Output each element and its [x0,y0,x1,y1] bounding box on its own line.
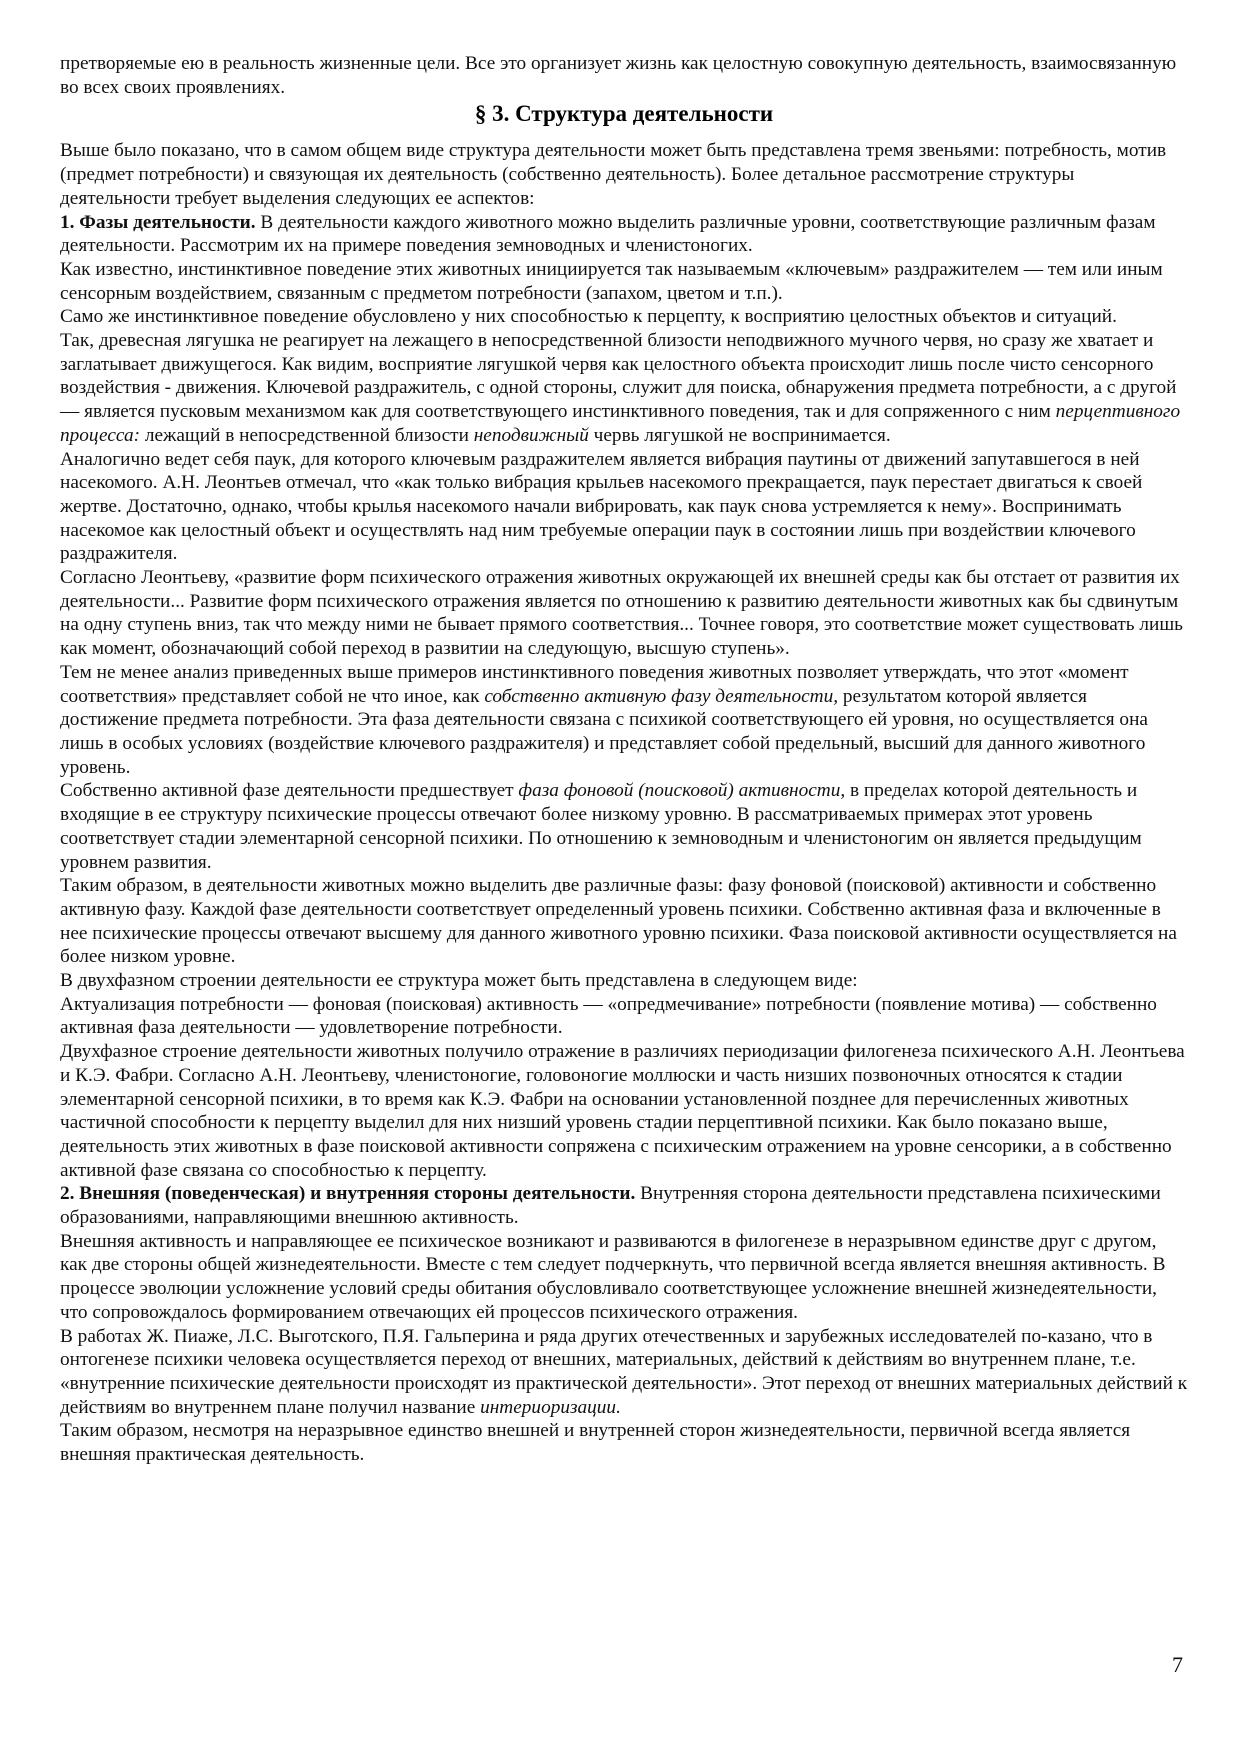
paragraph-4: Само же инстинктивное поведение обусловлено у них способностью к перцепту, к восприятию целостных объектов и ситуаций. [60,306,1117,328]
paragraph-16: В работах Ж. Пиаже, Л.С. Выготского, П.Я. Гальперина и ряда других отечественных и зарубежных исследователей по-казано, что в онтогенезе психики человека осуществляется переход от внешних, материальных, действий к действиям во внутреннем плане, т.е. «внутренние психические деятельности происходят из практической деятельности». Этот переход от внешних материальных действий к действиям во внутреннем плане получил название интериоризации. [60,1325,1188,1418]
page-number: 7 [1172,1652,1183,1677]
paragraph-1: Выше было показано, что в самом общем виде структура деятельности может быть представлена тремя звеньями: потребность, мотив (предмет потребности) и связующая их деятельность (собственно деятельность). Более детальное рассмотрение структуры деятельности требует выделения следующих ее аспектов: [60,140,1167,209]
paragraph-5: Так, древесная лягушка не реагирует на лежащего в непосредственной близости неподвижного мучного червя, но сразу же хватает и заглатывает движущегося. Как видим, восприятие лягушкой червя как целостного объекта происходит лишь после чисто сенсорного воздействия - движения. Ключевой раздражитель, с одной стороны, служит для поиска, обнаружения предмета потребности, а с другой — является пусковым механизмом как для соответствующего инстинктивного поведения, так и для сопряженного с ним перцептивного процесса: лежащий в непосредственной близости неподвижный червь лягушкой не воспринимается. [60,330,1181,446]
paragraph-8: Тем не менее анализ приведенных выше примеров инстинктивного поведения животных позволяет утверждать, что этот «момент соответствия» представляет собой не что иное, как собственно активную фазу деятельности, результатом которой является достижение предмета потребности. Эта фаза деятельности связана с психикой соответствующего ей уровня, но осуществляется она лишь в особых условиях (воздействие ключевого раздражителя) и представляет собой предельный, высший для данного животного уровень. [60,661,1148,778]
paragraph-14: 2. Внешняя (поведенческая) и внутренняя стороны деятельности. Внутренняя сторона деятельности представлена психическими образованиями, направляющими внешнюю активность. [60,1183,1161,1229]
emphasis: собственно активную фазу деятельности, [484,685,839,707]
paragraph-11: В двухфазном строении деятельности ее структура может быть представлена в следующем виде: [60,970,858,992]
paragraph-12: Актуализация потребности — фоновая (поисковая) активность — «опредмечивание» потребности (появление мотива) — собственно активная фаза деятельности — удовлетворение потребности. [60,993,1157,1039]
subsection-title-2: 2. Внешняя (поведенческая) и внутренняя стороны деятельности. [60,1183,636,1205]
section-heading: § 3. Структура деятельности [474,101,774,127]
paragraph-15: Внешняя активность и направляющее ее психическое возникают и развиваются в филогенезе в неразрывном единстве друг с другом, как две стороны общей жизнедеятельности. Вместе с тем следует подчеркнуть, что первичной всегда является внешняя активность. В процессе эволюции усложнение условий среды обитания обусловливало соответствующее усложнение внешней жизнедеятельности, что сопровождалось формированием отвечающих ей процессов психического отражения. [60,1230,1166,1323]
paragraph-9: Собственно активной фазе деятельности предшествует фаза фоновой (поисковой) активности, в пределах которой деятельность и входящие в ее структуру психические процессы отвечают более низкому уровню. В рассматриваемых примерах этот уровень соответствует стадии элементарной сенсорной психики. По отношению к земноводным и членистоногим он является предыдущим уровнем развития. [60,780,1142,873]
paragraph-13: Двухфазное строение деятельности животных получило отражение в различиях периодизации филогенеза психического А.Н. Леонтьева и К.Э. Фабри. Согласно А.Н. Леонтьеву, членистоногие, головоногие моллюски и часть низших позвоночных относятся к стадии элементарной сенсорной психики, в то время как К.Э. Фабри на основании установленной позднее для перечисленных животных частичной способности к перцепту выделил для них низший уровень стадии перцептивной психики. Как было показано выше, деятельность этих животных в фазе поисковой активности сопряжена с психическим отражением на уровне сенсорики, а в собственно активной фазе связана со способностью к перцепту. [60,1041,1185,1181]
document-page [60,52,1188,1467]
paragraph-3: Как известно, инстинктивное поведение этих животных инициируется так называемым «ключевым» раздражителем — тем или иным сенсорным воздействием, связанным с предметом потребности (запахом, цветом и т.п.). [60,258,1163,304]
subsection-title-1: 1. Фазы деятельности. [60,211,256,233]
emphasis: неподвижный [473,424,589,446]
paragraph-2: 1. Фазы деятельности. В деятельности каждого животного можно выделить различные уровни, соответствующие различным фазам деятельности. Рассмотрим их на примере поведения земноводных и членистоногих. [60,211,1156,257]
paragraph-6: Аналогично ведет себя паук, для которого ключевым раздражителем является вибрация паутины от движений запутавшегося в ней насекомого. А.Н. Леонтьев отмечал, что «как только вибрация крыльев насекомого прекращается, паук перестает двигаться к своей жертве. Достаточно, однако, чтобы крылья насекомого начали вибрировать, как паук снова устремляется к нему». Воспринимать насекомое как целостный объект и осуществлять над ним требуемые операции паук в состоянии лишь при воздействии ключевого раздражителя. [60,448,1143,565]
intro-paragraph: претворяемые ею в реальность жизненные цели. Все это организует жизнь как целостную совокупную деятельность, взаимосвязанную во всех своих проявлениях. [60,53,1177,98]
emphasis: перцептивного процесса: [60,401,1181,446]
paragraph-7: Согласно Леонтьеву, «развитие форм психического отражения животных окружающей их внешней среды как бы отстает от развития их деятельности... Развитие форм психического отражения является по отношению к развитию деятельности животных как бы сдвинутым на одну ступень вниз, так что между ними не бывает прямого соответствия... Точнее говоря, это соответствие может существовать лишь как момент, обозначающий собой переход в развитии на следующую, высшую ступень». [60,567,1183,660]
paragraph-17: Таким образом, несмотря на неразрывное единство внешней и внутренней сторон жизнедеятельности, первичной всегда является внешняя практическая деятельность. [60,1420,1131,1466]
emphasis: интериоризации. [480,1396,621,1418]
emphasis: фаза фоновой (поисковой) активности, [518,780,846,802]
paragraph-10: Таким образом, в деятельности животных можно выделить две различные фазы: фазу фоновой (поисковой) активности и собственно активную фазу. Каждой фазе деятельности соответствует определенный уровень психики. Собственно активная фаза и включенные в нее психические процессы отвечают высшему для данного животного уровню психики. Фаза поисковой активности осуществляется на более низком уровне. [60,875,1177,968]
